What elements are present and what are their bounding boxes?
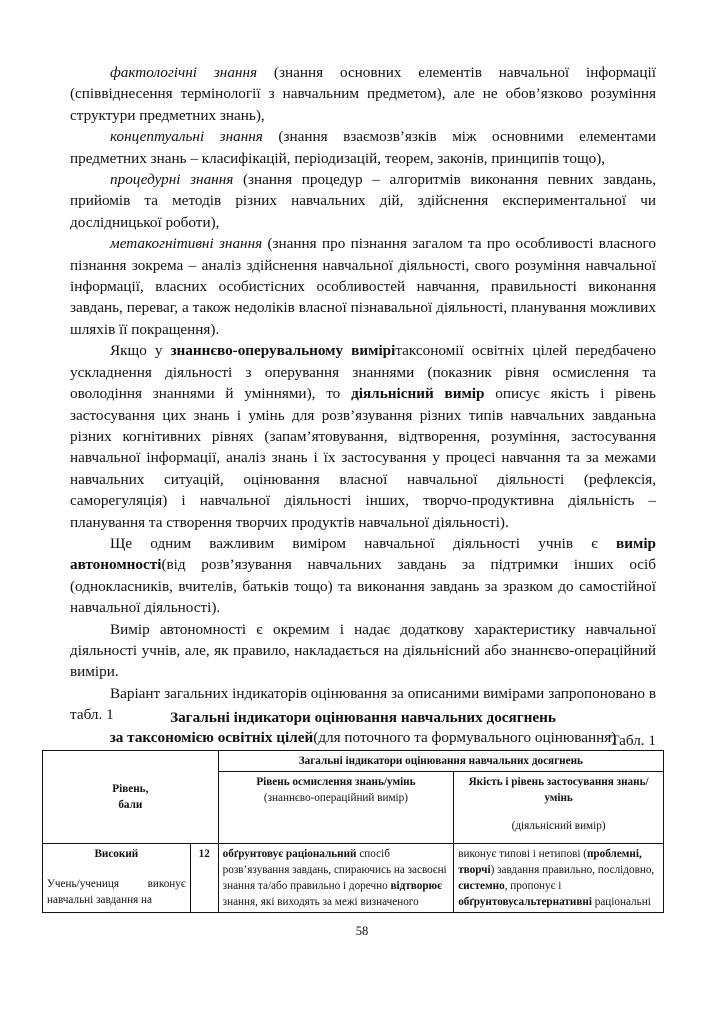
table-title-line2	[70, 728, 656, 748]
text-run: Вимір автономності є окремим і надає додаткову характеристику навчальної діяльності учнів, але, як правило, накладається на діяльнісний або знаннєво-операційний виміри.	[70, 620, 656, 681]
text-run: (знання взаємозв’язків між основними елементами предметних знань – класифікацій, періодизацій, теорем, законів, принципів тощо),	[70, 128, 656, 167]
column-a-subtitle: (знаннєво-операційний вимір)	[263, 792, 408, 804]
text-run: ) завдання правильно, послідовно,	[490, 864, 655, 876]
body-text	[70, 62, 656, 751]
level-header-cell	[43, 751, 219, 844]
bold-text: проблемні, творчі	[458, 848, 642, 876]
column-a-header	[218, 772, 454, 844]
column-b-title: Якість і рівень застосування знань/умінь	[468, 776, 649, 804]
bold-text: обґрунтовусальтернативні	[458, 896, 592, 908]
text-run: Варіант загальних індикаторів оцінювання за описаними вимірами запропоновано в табл. 1	[70, 684, 656, 724]
text-run: (знання процедур – алгоритмів виконання певних завдань, прийомів та методів різних навчальних дій, здійснення експериментальної чи дослідницької роботи),	[70, 171, 656, 231]
group-header: Загальні індикатори оцінювання навчальних досягнень	[218, 751, 663, 772]
text-run: Якщо у	[110, 342, 171, 360]
text-run: знання, які виходять за межі визначеного	[222, 896, 419, 908]
level-header-sub: бали	[118, 799, 143, 811]
italic-term: метакогнітивні знання	[110, 235, 263, 253]
text-run: таксономії освітніх цілей передбачено ускладнення діяльності з оперування знаннями (показник рівня осмислення та оволодіння знаннями й уміннями), то	[70, 342, 656, 403]
table-row	[43, 844, 664, 913]
bold-text: вимір автономності	[70, 534, 656, 574]
italic-term: процедурні знання	[110, 171, 234, 189]
text-run: виконує типові і нетипові (	[458, 848, 587, 860]
bold-text: діяльнісний вимір	[351, 385, 485, 403]
paragraph	[70, 169, 656, 233]
table-title-line1: Загальні індикатори оцінювання навчальних досягнень	[170, 709, 556, 726]
text-run: описує якість і рівень застосування цих знань і умінь для розв’язування різних типів навчальних завданьна різних когнітивних рівнях (запам’ятовування, відтворення, розуміння, застосування навчальної інформації, аналіз знань і їх застосування у процесі навчання та за межами навчальних ситуацій, оцінювання власної навчальної діяльності (рефлексія, саморегуляція) і навчальної діяльності інших, творчо-продуктивна діяльність – планування та створення творчих продуктів навчальної діяльності).	[70, 385, 656, 531]
column-a-cell	[218, 844, 454, 913]
column-a-title: Рівень осмислення знань/умінь	[256, 776, 416, 788]
text-run: (знання основних елементів навчальної інформації (співвіднесення термінології з навчальним предметом), але не обов’язково розуміння структури предметних знань),	[70, 64, 656, 124]
score-cell: 12	[190, 844, 218, 913]
table-label: Табл. 1	[610, 731, 656, 749]
bold-text: обґрунтовує раціональний	[222, 848, 357, 860]
level-header: Рівень,	[112, 783, 149, 795]
page-number: 58	[355, 924, 369, 938]
bold-text: відтворює	[390, 880, 442, 892]
table-header-row-1	[43, 751, 664, 772]
paragraph	[70, 62, 656, 126]
paragraph	[70, 126, 656, 169]
text-run: , пропонує і	[504, 880, 562, 892]
italic-term: фактологічні знання	[110, 64, 258, 81]
column-b-subtitle: (діяльнісний вимір)	[511, 820, 606, 832]
italic-term: концептуальні знання	[110, 128, 263, 146]
column-b-header	[454, 772, 664, 844]
paragraph	[70, 619, 656, 683]
table-title-line2-bold: за таксономією освітніх цілей	[109, 729, 314, 746]
table-title-line2-rest: (для поточного та формувального оцінювання)	[313, 729, 617, 746]
paragraph	[70, 340, 656, 533]
text-run: спосіб розв’язування завдань, спираючись на засвоєні знання та/або правильно і доречно	[222, 848, 447, 892]
indicators-table	[42, 750, 664, 913]
column-b-cell	[454, 844, 664, 913]
paragraph	[70, 533, 656, 619]
text-run: (знання про пізнання загалом та про особливості власного пізнання зокрема – аналіз здійснення навчальної діяльності, свого розуміння навчальної інформації, власних особистісних особливостей навчання, правильності виконання завдань, переваг, а також недоліків власної пізнавальної діяльності, планування можливих шляхів її покращення).	[70, 235, 656, 338]
paragraph-list	[70, 62, 656, 726]
paragraph	[70, 233, 656, 340]
level-cell	[43, 844, 191, 913]
table-title	[70, 708, 656, 748]
level-name: Високий	[94, 848, 139, 860]
text-run: раціональні	[591, 896, 651, 908]
text-run: (від розв’язування навчальних завдань за підтримки інших осіб (однокласників, вчителів, батьків тощо) та виконання завдань за зразком до самостійної навчальної діяльності).	[70, 556, 656, 617]
text-run: Ще одним важливим виміром навчальної діяльності учнів є	[110, 534, 617, 552]
bold-text: знаннєво-оперувальному вимірі	[170, 342, 396, 360]
level-description: Учень/учениця виконує навчальні завдання на	[47, 878, 186, 906]
bold-text: системно	[458, 880, 505, 892]
